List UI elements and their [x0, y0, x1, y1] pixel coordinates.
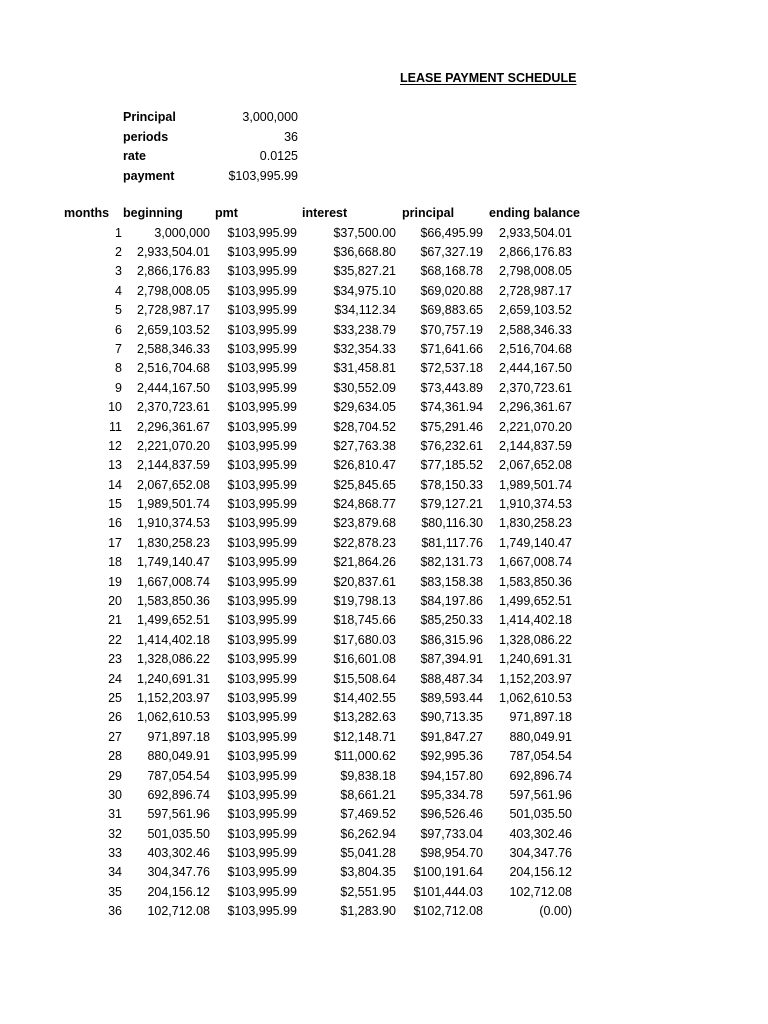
- cell-month: 2: [115, 244, 122, 259]
- cell-beginning: 2,221,070.20: [137, 438, 210, 453]
- cell-pmt: $103,995.99: [227, 516, 297, 531]
- table-row: [60, 359, 589, 378]
- cell-principal: $78,150.33: [420, 477, 483, 492]
- cell-principal: $71,641.66: [420, 341, 483, 356]
- cell-principal: $72,537.18: [420, 361, 483, 376]
- cell-interest: $34,975.10: [333, 283, 396, 298]
- cell-beginning: 1,910,374.53: [137, 516, 210, 531]
- cell-beginning: 501,035.50: [147, 826, 210, 841]
- cell-beginning: 304,347.76: [147, 865, 210, 880]
- cell-ending-balance: 1,152,203.97: [499, 671, 572, 686]
- cell-month: 16: [108, 516, 122, 531]
- table-row: [60, 514, 589, 533]
- cell-pmt: $103,995.99: [227, 380, 297, 395]
- cell-principal: $86,315.96: [420, 632, 483, 647]
- cell-ending-balance: 787,054.54: [509, 749, 572, 764]
- cell-beginning: 787,054.54: [147, 768, 210, 783]
- cell-month: 9: [115, 380, 122, 395]
- cell-pmt: $103,995.99: [227, 225, 297, 240]
- cell-pmt: $103,995.99: [227, 283, 297, 298]
- cell-ending-balance: 1,583,850.36: [499, 574, 572, 589]
- cell-month: 26: [108, 710, 122, 725]
- table-row: [60, 418, 589, 437]
- page-title: LEASE PAYMENT SCHEDULE: [400, 71, 577, 85]
- cell-principal: $88,487.34: [420, 671, 483, 686]
- cell-month: 28: [108, 749, 122, 764]
- cell-month: 21: [108, 613, 122, 628]
- cell-ending-balance: 2,444,167.50: [499, 361, 572, 376]
- cell-pmt: $103,995.99: [227, 594, 297, 609]
- cell-beginning: 2,659,103.52: [137, 322, 210, 337]
- cell-beginning: 2,296,361.67: [137, 419, 210, 434]
- cell-interest: $13,282.63: [333, 710, 396, 725]
- table-row: [60, 747, 589, 766]
- cell-principal: $76,232.61: [420, 438, 483, 453]
- cell-month: 1: [115, 225, 122, 240]
- table-row: [60, 224, 589, 243]
- loan-parameters: [123, 108, 298, 186]
- cell-principal: $83,158.38: [420, 574, 483, 589]
- cell-beginning: 1,667,008.74: [137, 574, 210, 589]
- cell-principal: $70,757.19: [420, 322, 483, 337]
- cell-interest: $27,763.38: [333, 438, 396, 453]
- cell-pmt: $103,995.99: [227, 904, 297, 919]
- cell-month: 12: [108, 438, 122, 453]
- cell-month: 22: [108, 632, 122, 647]
- cell-principal: $67,327.19: [420, 244, 483, 259]
- cell-pmt: $103,995.99: [227, 749, 297, 764]
- cell-interest: $35,827.21: [333, 264, 396, 279]
- cell-interest: $31,458.81: [333, 361, 396, 376]
- cell-principal: $79,127.21: [420, 497, 483, 512]
- cell-month: 27: [108, 729, 122, 744]
- payment-schedule-table: [60, 204, 589, 922]
- cell-ending-balance: 1,830,258.23: [499, 516, 572, 531]
- header-pmt: pmt: [215, 206, 238, 220]
- cell-interest: $17,680.03: [333, 632, 396, 647]
- cell-interest: $30,552.09: [333, 380, 396, 395]
- param-value: 3,000,000: [242, 110, 298, 124]
- cell-ending-balance: 204,156.12: [509, 865, 572, 880]
- param-value: $103,995.99: [228, 168, 298, 183]
- cell-principal: $89,593.44: [420, 690, 483, 705]
- cell-principal: $96,526.46: [420, 807, 483, 822]
- cell-pmt: $103,995.99: [227, 826, 297, 841]
- table-row: [60, 476, 589, 495]
- cell-pmt: $103,995.99: [227, 768, 297, 783]
- header-beginning: beginning: [123, 206, 183, 220]
- cell-interest: $8,661.21: [340, 787, 396, 802]
- cell-pmt: $103,995.99: [227, 555, 297, 570]
- cell-principal: $87,394.91: [420, 652, 483, 667]
- cell-ending-balance: 2,144,837.59: [499, 438, 572, 453]
- cell-principal: $101,444.03: [413, 884, 483, 899]
- cell-beginning: 880,049.91: [147, 749, 210, 764]
- cell-month: 34: [108, 865, 122, 880]
- cell-ending-balance: 102,712.08: [509, 884, 572, 899]
- cell-pmt: $103,995.99: [227, 671, 297, 686]
- cell-beginning: 2,144,837.59: [137, 458, 210, 473]
- cell-beginning: 2,444,167.50: [137, 380, 210, 395]
- cell-month: 19: [108, 574, 122, 589]
- cell-interest: $36,668.80: [333, 244, 396, 259]
- table-row: [60, 553, 589, 572]
- cell-month: 20: [108, 594, 122, 609]
- cell-month: 25: [108, 690, 122, 705]
- header-interest: interest: [302, 206, 348, 220]
- cell-beginning: 597,561.96: [147, 807, 210, 822]
- param-value: 36: [284, 129, 298, 144]
- cell-interest: $26,810.47: [333, 458, 396, 473]
- table-row: [60, 825, 589, 844]
- cell-month: 18: [108, 555, 122, 570]
- cell-ending-balance: 1,749,140.47: [499, 535, 572, 550]
- cell-beginning: 102,712.08: [147, 904, 210, 919]
- cell-principal: $68,168.78: [420, 264, 483, 279]
- cell-principal: $75,291.46: [420, 419, 483, 434]
- cell-month: 8: [115, 361, 122, 376]
- table-row: [60, 243, 589, 262]
- cell-interest: $21,864.26: [333, 555, 396, 570]
- table-row: [60, 631, 589, 650]
- table-row: [60, 340, 589, 359]
- cell-principal: $95,334.78: [420, 787, 483, 802]
- table-row: [60, 767, 589, 786]
- cell-interest: $32,354.33: [333, 341, 396, 356]
- cell-pmt: $103,995.99: [227, 303, 297, 318]
- cell-ending-balance: 597,561.96: [509, 787, 572, 802]
- cell-interest: $24,868.77: [333, 497, 396, 512]
- cell-ending-balance: 1,989,501.74: [499, 477, 572, 492]
- cell-interest: $16,601.08: [333, 652, 396, 667]
- cell-ending-balance: 1,910,374.53: [499, 497, 572, 512]
- cell-principal: $82,131.73: [420, 555, 483, 570]
- cell-interest: $15,508.64: [333, 671, 396, 686]
- cell-month: 33: [108, 846, 122, 861]
- table-row: [60, 689, 589, 708]
- table-row: [60, 573, 589, 592]
- cell-ending-balance: 1,240,691.31: [499, 652, 572, 667]
- cell-principal: $98,954.70: [420, 846, 483, 861]
- cell-interest: $5,041.28: [340, 846, 396, 861]
- table-row: [60, 398, 589, 417]
- param-row: [123, 147, 298, 167]
- cell-principal: $92,995.36: [420, 749, 483, 764]
- table-row: [60, 495, 589, 514]
- cell-pmt: $103,995.99: [227, 322, 297, 337]
- cell-pmt: $103,995.99: [227, 497, 297, 512]
- cell-ending-balance: 403,302.46: [509, 826, 572, 841]
- cell-month: 6: [115, 322, 122, 337]
- param-label: payment: [123, 168, 175, 183]
- cell-pmt: $103,995.99: [227, 865, 297, 880]
- cell-interest: $7,469.52: [340, 807, 396, 822]
- cell-month: 29: [108, 768, 122, 783]
- cell-pmt: $103,995.99: [227, 613, 297, 628]
- table-row: [60, 728, 589, 747]
- cell-beginning: 1,989,501.74: [137, 497, 210, 512]
- cell-month: 35: [108, 884, 122, 899]
- cell-month: 30: [108, 787, 122, 802]
- cell-month: 14: [108, 477, 122, 492]
- cell-pmt: $103,995.99: [227, 264, 297, 279]
- cell-month: 23: [108, 652, 122, 667]
- cell-beginning: 1,499,652.51: [137, 613, 210, 628]
- cell-month: 36: [108, 904, 122, 919]
- cell-beginning: 2,798,008.05: [137, 283, 210, 298]
- param-row: [123, 128, 298, 148]
- cell-ending-balance: 2,370,723.61: [499, 380, 572, 395]
- cell-pmt: $103,995.99: [227, 710, 297, 725]
- cell-principal: $102,712.08: [413, 904, 483, 919]
- cell-pmt: $103,995.99: [227, 884, 297, 899]
- cell-beginning: 2,933,504.01: [137, 244, 210, 259]
- cell-month: 4: [115, 283, 122, 298]
- cell-beginning: 2,728,987.17: [137, 303, 210, 318]
- cell-beginning: 1,830,258.23: [137, 535, 210, 550]
- cell-month: 15: [108, 497, 122, 512]
- cell-month: 5: [115, 303, 122, 318]
- param-row: [123, 167, 298, 187]
- table-row: [60, 844, 589, 863]
- cell-ending-balance: 880,049.91: [509, 729, 572, 744]
- table-row: [60, 708, 589, 727]
- cell-month: 10: [108, 400, 122, 415]
- cell-principal: $94,157.80: [420, 768, 483, 783]
- cell-month: 17: [108, 535, 122, 550]
- cell-beginning: 2,866,176.83: [137, 264, 210, 279]
- cell-interest: $37,500.00: [333, 225, 396, 240]
- cell-ending-balance: 2,067,652.08: [499, 458, 572, 473]
- table-row: [60, 592, 589, 611]
- cell-interest: $20,837.61: [333, 574, 396, 589]
- cell-principal: $80,116.30: [421, 516, 483, 531]
- cell-principal: $77,185.52: [420, 458, 483, 473]
- cell-pmt: $103,995.99: [227, 341, 297, 356]
- cell-beginning: 1,240,691.31: [137, 671, 210, 686]
- cell-ending-balance: 2,588,346.33: [499, 322, 572, 337]
- cell-beginning: 1,414,402.18: [137, 632, 210, 647]
- cell-month: 11: [109, 419, 122, 434]
- cell-ending-balance: 2,866,176.83: [499, 244, 572, 259]
- cell-interest: $28,704.52: [333, 419, 396, 434]
- cell-pmt: $103,995.99: [227, 244, 297, 259]
- cell-pmt: $103,995.99: [227, 652, 297, 667]
- cell-ending-balance: 2,221,070.20: [499, 419, 572, 434]
- cell-beginning: 2,516,704.68: [137, 361, 210, 376]
- cell-ending-balance: 2,728,987.17: [499, 283, 572, 298]
- cell-principal: $81,117.76: [421, 535, 483, 550]
- cell-pmt: $103,995.99: [227, 787, 297, 802]
- cell-beginning: 1,749,140.47: [137, 555, 210, 570]
- cell-principal: $66,495.99: [420, 225, 483, 240]
- cell-beginning: 3,000,000: [154, 225, 210, 240]
- cell-principal: $90,713.35: [420, 710, 483, 725]
- cell-month: 7: [115, 341, 122, 356]
- cell-interest: $33,238.79: [333, 322, 396, 337]
- cell-interest: $2,551.95: [340, 884, 396, 899]
- cell-pmt: $103,995.99: [227, 535, 297, 550]
- cell-interest: $34,112.34: [334, 303, 396, 318]
- cell-pmt: $103,995.99: [227, 477, 297, 492]
- cell-pmt: $103,995.99: [227, 419, 297, 434]
- cell-month: 24: [108, 671, 122, 686]
- table-row: [60, 456, 589, 475]
- cell-beginning: 971,897.18: [147, 729, 210, 744]
- cell-ending-balance: 2,659,103.52: [499, 303, 572, 318]
- cell-principal: $100,191.64: [413, 865, 483, 880]
- table-row: [60, 282, 589, 301]
- cell-beginning: 1,062,610.53: [137, 710, 210, 725]
- cell-principal: $97,733.04: [420, 826, 483, 841]
- cell-ending-balance: 2,296,361.67: [499, 400, 572, 415]
- cell-interest: $14,402.55: [333, 690, 396, 705]
- cell-pmt: $103,995.99: [227, 729, 297, 744]
- cell-ending-balance: 971,897.18: [509, 710, 572, 725]
- cell-principal: $69,883.65: [420, 303, 483, 318]
- cell-month: 13: [108, 458, 122, 473]
- cell-beginning: 2,370,723.61: [137, 400, 210, 415]
- cell-principal: $85,250.33: [420, 613, 483, 628]
- cell-principal: $84,197.86: [420, 594, 483, 609]
- cell-pmt: $103,995.99: [227, 458, 297, 473]
- cell-interest: $6,262.94: [340, 826, 396, 841]
- param-label: Principal: [123, 110, 176, 124]
- table-row: [60, 650, 589, 669]
- cell-ending-balance: 1,499,652.51: [499, 594, 572, 609]
- cell-month: 3: [115, 264, 122, 279]
- table-row: [60, 321, 589, 340]
- param-value: 0.0125: [259, 149, 298, 163]
- header-ending-balance: ending balance: [489, 206, 580, 220]
- cell-ending-balance: (0.00): [539, 904, 572, 919]
- cell-pmt: $103,995.99: [227, 632, 297, 647]
- table-row: [60, 883, 589, 902]
- cell-pmt: $103,995.99: [227, 438, 297, 453]
- table-row: [60, 611, 589, 630]
- header-months: months: [64, 206, 110, 220]
- cell-pmt: $103,995.99: [227, 400, 297, 415]
- cell-pmt: $103,995.99: [227, 574, 297, 589]
- cell-interest: $18,745.66: [333, 613, 396, 628]
- cell-interest: $1,283.90: [340, 904, 396, 919]
- cell-interest: $11,000.62: [334, 749, 396, 764]
- cell-beginning: 2,588,346.33: [137, 341, 210, 356]
- cell-beginning: 1,583,850.36: [137, 594, 210, 609]
- cell-principal: $73,443.89: [420, 380, 483, 395]
- cell-interest: $19,798.13: [333, 594, 396, 609]
- table-row: [60, 262, 589, 281]
- cell-ending-balance: 2,516,704.68: [499, 341, 572, 356]
- param-row: [123, 108, 298, 128]
- cell-pmt: $103,995.99: [227, 846, 297, 861]
- cell-ending-balance: 2,798,008.05: [499, 264, 572, 279]
- cell-principal: $91,847.27: [420, 729, 483, 744]
- param-label: periods: [123, 129, 169, 144]
- cell-ending-balance: 1,328,086.22: [499, 632, 572, 647]
- table-row: [60, 902, 589, 921]
- cell-ending-balance: 1,667,008.74: [499, 555, 572, 570]
- cell-interest: $22,878.23: [333, 535, 396, 550]
- cell-pmt: $103,995.99: [227, 807, 297, 822]
- table-header-row: [60, 204, 589, 224]
- table-row: [60, 301, 589, 320]
- table-row: [60, 805, 589, 824]
- cell-ending-balance: 2,933,504.01: [499, 225, 572, 240]
- cell-principal: $69,020.88: [420, 283, 483, 298]
- cell-interest: $25,845.65: [333, 477, 396, 492]
- table-row: [60, 863, 589, 882]
- cell-interest: $9,838.18: [340, 768, 396, 783]
- cell-ending-balance: 501,035.50: [509, 807, 572, 822]
- cell-ending-balance: 304,347.76: [509, 846, 572, 861]
- cell-month: 31: [108, 807, 122, 822]
- cell-beginning: 2,067,652.08: [137, 477, 210, 492]
- param-label: rate: [123, 149, 146, 163]
- table-row: [60, 670, 589, 689]
- table-row: [60, 437, 589, 456]
- cell-pmt: $103,995.99: [227, 690, 297, 705]
- cell-beginning: 692,896.74: [147, 787, 210, 802]
- cell-beginning: 403,302.46: [147, 846, 210, 861]
- cell-pmt: $103,995.99: [227, 361, 297, 376]
- header-principal: principal: [402, 206, 455, 220]
- table-row: [60, 786, 589, 805]
- table-row: [60, 534, 589, 553]
- cell-beginning: 204,156.12: [147, 884, 210, 899]
- table-row: [60, 379, 589, 398]
- cell-principal: $74,361.94: [420, 400, 483, 415]
- cell-beginning: 1,152,203.97: [137, 690, 210, 705]
- cell-interest: $3,804.35: [340, 865, 396, 880]
- cell-ending-balance: 1,414,402.18: [499, 613, 572, 628]
- cell-interest: $29,634.05: [333, 400, 396, 415]
- cell-ending-balance: 1,062,610.53: [499, 690, 572, 705]
- cell-month: 32: [108, 826, 122, 841]
- cell-beginning: 1,328,086.22: [137, 652, 210, 667]
- cell-ending-balance: 692,896.74: [509, 768, 572, 783]
- cell-interest: $12,148.71: [333, 729, 396, 744]
- cell-interest: $23,879.68: [333, 516, 396, 531]
